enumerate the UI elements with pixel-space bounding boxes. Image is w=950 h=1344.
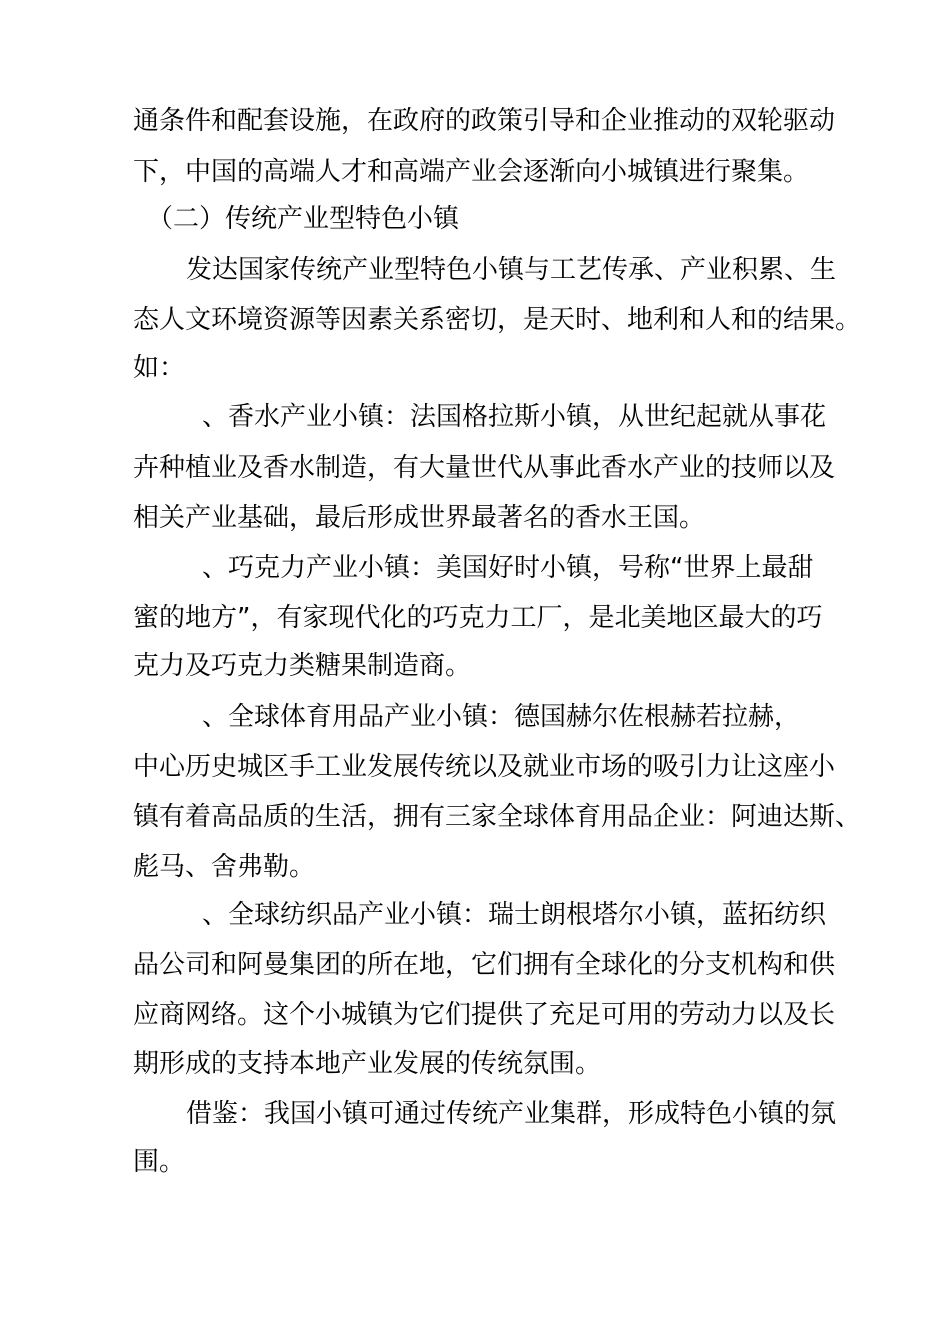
text-line: 发达国家传统产业型特色小镇与工艺传承、产业积累、生 bbox=[186, 255, 837, 285]
text-line: 彪马、舍弗勒。 bbox=[133, 852, 316, 882]
text-line: 中心历史城区手工业发展传统以及就业市场的吸引力让这座小 bbox=[133, 752, 836, 782]
text-line: 镇有着高品质的生活，拥有三家全球体育用品企业：阿迪达斯、 bbox=[133, 802, 862, 832]
text-line: 态人文环境资源等因素关系密切，是天时、地利和人和的结果。 bbox=[133, 305, 862, 335]
text-line: 下，中国的高端人才和高端产业会逐渐向小城镇进行聚集。 bbox=[133, 157, 810, 187]
text-line: 借鉴：我国小镇可通过传统产业集群，形成特色小镇的氛 bbox=[186, 1099, 837, 1129]
text-line: 克力及巧克力类糖果制造商。 bbox=[133, 651, 472, 681]
text-line: 品公司和阿曼集团的所在地，它们拥有全球化的分支机构和供 bbox=[133, 950, 836, 980]
text-line: 、全球体育用品产业小镇：德国赫尔佐根赫若拉赫， bbox=[202, 702, 801, 732]
text-line: 卉种植业及香水制造，有大量世代从事此香水产业的技师以及 bbox=[133, 453, 836, 483]
text-line: 通条件和配套设施，在政府的政策引导和企业推动的双轮驱动 bbox=[133, 106, 836, 136]
text-line: 应商网络。这个小城镇为它们提供了充足可用的劳动力以及长 bbox=[133, 1000, 836, 1030]
text-line: 相关产业基础，最后形成世界最著名的香水王国。 bbox=[133, 503, 706, 533]
section-heading: （二）传统产业型特色小镇 bbox=[147, 204, 460, 234]
text-line: 围。 bbox=[133, 1147, 186, 1177]
text-line: 如： bbox=[133, 353, 186, 383]
text-line: 、香水产业小镇：法国格拉斯小镇，从世纪起就从事花 bbox=[202, 402, 827, 432]
text-line: 、巧克力产业小镇：美国好时小镇，号称“世界上最甜 bbox=[202, 553, 814, 583]
text-line: 蜜的地方”，有家现代化的巧克力工厂，是北美地区最大的巧 bbox=[133, 603, 823, 633]
text-line: 、全球纺织品产业小镇：瑞士朗根塔尔小镇，蓝拓纺织 bbox=[202, 900, 827, 930]
text-line: 期形成的支持本地产业发展的传统氛围。 bbox=[133, 1049, 602, 1079]
